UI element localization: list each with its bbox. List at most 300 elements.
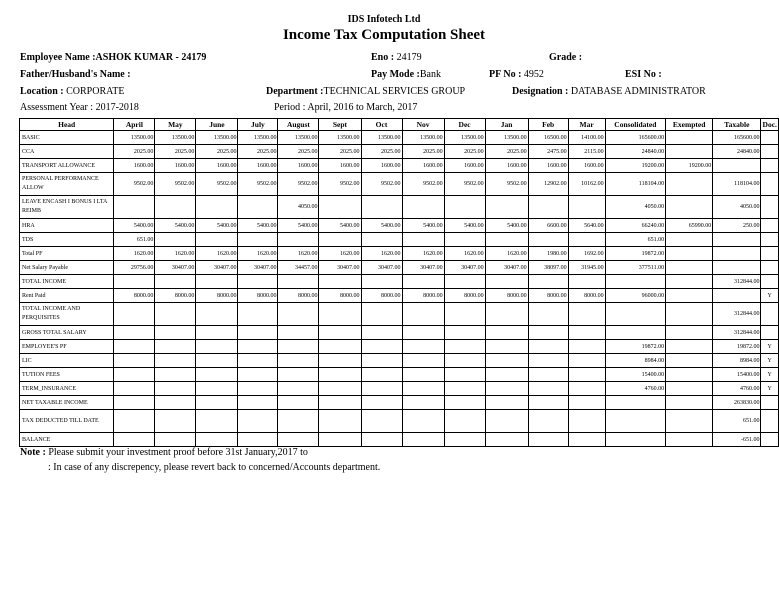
table-cell: 13500.00 bbox=[361, 131, 402, 145]
table-cell: 5640.00 bbox=[568, 219, 605, 233]
table-cell: 13500.00 bbox=[114, 131, 155, 145]
table-cell bbox=[528, 196, 568, 219]
column-header: Exempted bbox=[666, 119, 713, 131]
column-header: August bbox=[278, 119, 319, 131]
table-cell bbox=[114, 303, 155, 326]
table-cell: 2025.00 bbox=[155, 145, 196, 159]
department: Department :TECHNICAL SERVICES GROUP bbox=[266, 86, 466, 97]
table-cell: 1600.00 bbox=[361, 159, 402, 173]
table-cell: 165600.00 bbox=[713, 131, 761, 145]
table-cell bbox=[238, 382, 278, 396]
table-cell bbox=[568, 326, 605, 340]
table-cell bbox=[238, 410, 278, 433]
table-cell bbox=[485, 396, 528, 410]
table-cell: 24840.00 bbox=[713, 145, 761, 159]
table-cell bbox=[238, 196, 278, 219]
table-header-row bbox=[20, 119, 779, 131]
table-cell bbox=[761, 303, 779, 326]
column-header: Consolidated bbox=[605, 119, 666, 131]
table-cell bbox=[666, 410, 713, 433]
table-row bbox=[20, 159, 779, 173]
table-cell: 30407.00 bbox=[196, 261, 238, 275]
table-cell bbox=[666, 261, 713, 275]
row-head: LIC bbox=[20, 354, 114, 368]
table-cell bbox=[319, 368, 361, 382]
table-cell bbox=[568, 354, 605, 368]
table-cell bbox=[605, 303, 666, 326]
table-cell bbox=[361, 340, 402, 354]
table-cell: 5400.00 bbox=[402, 219, 444, 233]
row-head: Total PF bbox=[20, 247, 114, 261]
table-cell: 5400.00 bbox=[361, 219, 402, 233]
table-cell bbox=[761, 410, 779, 433]
table-cell bbox=[485, 368, 528, 382]
row-head: Net Salary Payable bbox=[20, 261, 114, 275]
table-cell: 5400.00 bbox=[444, 219, 485, 233]
table-row bbox=[20, 261, 779, 275]
table-cell bbox=[114, 368, 155, 382]
row-head: BASIC bbox=[20, 131, 114, 145]
table-cell bbox=[361, 354, 402, 368]
table-cell: 13500.00 bbox=[238, 131, 278, 145]
table-cell bbox=[114, 433, 155, 447]
table-cell bbox=[361, 382, 402, 396]
table-cell bbox=[713, 247, 761, 261]
table-cell: 30407.00 bbox=[319, 261, 361, 275]
table-cell bbox=[568, 196, 605, 219]
table-cell: 1600.00 bbox=[485, 159, 528, 173]
table-cell bbox=[319, 326, 361, 340]
table-cell bbox=[196, 433, 238, 447]
column-header: May bbox=[155, 119, 196, 131]
table-cell bbox=[278, 326, 319, 340]
table-cell bbox=[666, 247, 713, 261]
table-cell bbox=[155, 368, 196, 382]
table-cell bbox=[761, 433, 779, 447]
table-cell bbox=[155, 382, 196, 396]
table-cell bbox=[278, 354, 319, 368]
table-cell bbox=[155, 410, 196, 433]
table-cell bbox=[761, 326, 779, 340]
table-cell: 1600.00 bbox=[402, 159, 444, 173]
table-cell bbox=[761, 396, 779, 410]
table-cell: 1620.00 bbox=[238, 247, 278, 261]
table-cell bbox=[666, 131, 713, 145]
table-row bbox=[20, 289, 779, 303]
table-cell bbox=[568, 410, 605, 433]
table-cell bbox=[528, 340, 568, 354]
table-cell bbox=[666, 233, 713, 247]
table-cell: 1600.00 bbox=[155, 159, 196, 173]
table-cell bbox=[278, 396, 319, 410]
table-cell: 9502.00 bbox=[402, 173, 444, 196]
table-cell: 9502.00 bbox=[278, 173, 319, 196]
table-cell bbox=[361, 275, 402, 289]
table-row bbox=[20, 396, 779, 410]
table-cell: 15400.00 bbox=[713, 368, 761, 382]
table-cell bbox=[238, 340, 278, 354]
table-cell bbox=[114, 340, 155, 354]
table-cell: 5400.00 bbox=[114, 219, 155, 233]
table-cell bbox=[402, 303, 444, 326]
table-cell bbox=[568, 396, 605, 410]
row-head: TOTAL INCOME AND PERQUISITES bbox=[20, 303, 114, 326]
table-cell: 13500.00 bbox=[402, 131, 444, 145]
table-cell bbox=[361, 433, 402, 447]
table-row bbox=[20, 145, 779, 159]
table-cell: 30407.00 bbox=[155, 261, 196, 275]
table-cell: 8000.00 bbox=[361, 289, 402, 303]
table-cell bbox=[278, 233, 319, 247]
table-cell bbox=[278, 303, 319, 326]
table-cell: 1600.00 bbox=[238, 159, 278, 173]
table-cell bbox=[278, 340, 319, 354]
table-cell bbox=[666, 275, 713, 289]
table-cell bbox=[528, 233, 568, 247]
table-cell: 377511.00 bbox=[605, 261, 666, 275]
table-cell bbox=[155, 233, 196, 247]
table-cell: 165600.00 bbox=[605, 131, 666, 145]
table-cell: 8984.00 bbox=[605, 354, 666, 368]
table-cell bbox=[713, 159, 761, 173]
table-cell bbox=[361, 396, 402, 410]
table-cell bbox=[319, 410, 361, 433]
column-header: July bbox=[238, 119, 278, 131]
table-cell: 9502.00 bbox=[444, 173, 485, 196]
table-cell: 30407.00 bbox=[361, 261, 402, 275]
eno: Eno : 24179 bbox=[371, 52, 422, 63]
table-cell: 1620.00 bbox=[155, 247, 196, 261]
employee-name: Employee Name :ASHOK KUMAR - 24179 bbox=[20, 52, 207, 63]
table-cell: 4050.00 bbox=[278, 196, 319, 219]
column-header: Feb bbox=[528, 119, 568, 131]
table-cell bbox=[761, 173, 779, 196]
company-name: IDS Infotech Ltd bbox=[347, 14, 421, 25]
table-cell bbox=[114, 382, 155, 396]
table-cell bbox=[605, 396, 666, 410]
table-row bbox=[20, 382, 779, 396]
note-line-1: Note : Please submit your investment proof before 31st January,2017 to bbox=[20, 447, 308, 458]
table-row bbox=[20, 219, 779, 233]
table-cell: 13500.00 bbox=[196, 131, 238, 145]
table-cell: 1600.00 bbox=[278, 159, 319, 173]
table-cell: 8984.00 bbox=[713, 354, 761, 368]
table-cell bbox=[278, 368, 319, 382]
column-header: Oct bbox=[361, 119, 402, 131]
table-cell bbox=[196, 196, 238, 219]
table-cell bbox=[444, 303, 485, 326]
table-cell bbox=[568, 340, 605, 354]
table-cell: 19200.00 bbox=[666, 159, 713, 173]
table-cell: 651.00 bbox=[713, 410, 761, 433]
table-cell: 263830.00 bbox=[713, 396, 761, 410]
table-cell bbox=[485, 303, 528, 326]
table-cell bbox=[155, 326, 196, 340]
table-cell: 4760.00 bbox=[713, 382, 761, 396]
table-cell bbox=[761, 247, 779, 261]
table-cell: 24840.00 bbox=[605, 145, 666, 159]
table-cell bbox=[444, 396, 485, 410]
table-cell: 12902.00 bbox=[528, 173, 568, 196]
table-cell: 651.00 bbox=[114, 233, 155, 247]
table-cell bbox=[444, 433, 485, 447]
table-cell bbox=[319, 340, 361, 354]
table-cell: 4050.00 bbox=[605, 196, 666, 219]
table-cell bbox=[114, 196, 155, 219]
table-cell bbox=[402, 433, 444, 447]
esi-no: ESI No : bbox=[625, 69, 662, 80]
table-cell: 5400.00 bbox=[155, 219, 196, 233]
table-cell: 8000.00 bbox=[238, 289, 278, 303]
table-cell bbox=[238, 303, 278, 326]
table-cell bbox=[319, 303, 361, 326]
table-cell bbox=[528, 410, 568, 433]
table-cell: Y bbox=[761, 382, 779, 396]
table-cell: -651.00 bbox=[713, 433, 761, 447]
tax-computation-table bbox=[19, 118, 779, 447]
table-cell: 4760.00 bbox=[605, 382, 666, 396]
row-head: Rent Paid bbox=[20, 289, 114, 303]
table-cell bbox=[278, 382, 319, 396]
table-cell bbox=[278, 275, 319, 289]
table-cell bbox=[444, 196, 485, 219]
table-cell: 118104.00 bbox=[713, 173, 761, 196]
table-cell: 2025.00 bbox=[196, 145, 238, 159]
table-cell bbox=[761, 196, 779, 219]
table-cell: 1600.00 bbox=[528, 159, 568, 173]
table-cell bbox=[485, 275, 528, 289]
table-cell: 19872.00 bbox=[605, 340, 666, 354]
table-cell: 1620.00 bbox=[278, 247, 319, 261]
table-cell: 13500.00 bbox=[444, 131, 485, 145]
table-cell bbox=[114, 410, 155, 433]
table-cell: 1620.00 bbox=[114, 247, 155, 261]
table-cell: 250.00 bbox=[713, 219, 761, 233]
table-cell: 30407.00 bbox=[238, 261, 278, 275]
table-cell bbox=[528, 396, 568, 410]
row-head: GROSS TOTAL SALARY bbox=[20, 326, 114, 340]
table-cell bbox=[155, 396, 196, 410]
row-head: TOTAL INCOME bbox=[20, 275, 114, 289]
table-cell: 1620.00 bbox=[361, 247, 402, 261]
table-cell bbox=[444, 233, 485, 247]
table-cell: 2025.00 bbox=[361, 145, 402, 159]
table-cell: 8000.00 bbox=[196, 289, 238, 303]
table-cell bbox=[402, 275, 444, 289]
table-cell bbox=[485, 340, 528, 354]
location: Location : CORPORATE bbox=[20, 86, 125, 97]
table-cell: 8000.00 bbox=[444, 289, 485, 303]
table-cell: 5400.00 bbox=[196, 219, 238, 233]
table-cell: 312844.00 bbox=[713, 326, 761, 340]
row-head: TRANSPORT ALLOWANCE bbox=[20, 159, 114, 173]
table-cell: 1600.00 bbox=[114, 159, 155, 173]
table-cell: 19872.00 bbox=[713, 340, 761, 354]
table-cell bbox=[713, 289, 761, 303]
table-cell bbox=[568, 368, 605, 382]
table-cell bbox=[444, 275, 485, 289]
table-cell bbox=[666, 340, 713, 354]
table-cell: 1600.00 bbox=[444, 159, 485, 173]
table-cell bbox=[238, 396, 278, 410]
table-cell bbox=[155, 340, 196, 354]
table-cell bbox=[402, 233, 444, 247]
table-cell bbox=[402, 368, 444, 382]
table-cell bbox=[196, 303, 238, 326]
table-cell bbox=[402, 410, 444, 433]
column-header: Head bbox=[20, 119, 114, 131]
row-head: CCA bbox=[20, 145, 114, 159]
table-cell bbox=[196, 368, 238, 382]
table-cell: 8000.00 bbox=[155, 289, 196, 303]
table-cell: 6600.00 bbox=[528, 219, 568, 233]
table-cell bbox=[485, 433, 528, 447]
table-cell bbox=[114, 326, 155, 340]
table-cell: 5400.00 bbox=[485, 219, 528, 233]
table-cell: 10162.00 bbox=[568, 173, 605, 196]
table-cell bbox=[485, 354, 528, 368]
table-cell: 8000.00 bbox=[114, 289, 155, 303]
table-cell bbox=[444, 368, 485, 382]
table-cell bbox=[761, 219, 779, 233]
designation: Designation : DATABASE ADMINISTRATOR bbox=[512, 86, 706, 97]
table-cell bbox=[528, 354, 568, 368]
table-cell: 8000.00 bbox=[402, 289, 444, 303]
table-cell bbox=[713, 261, 761, 275]
column-header: April bbox=[114, 119, 155, 131]
table-cell bbox=[485, 233, 528, 247]
table-cell bbox=[319, 382, 361, 396]
table-cell bbox=[319, 233, 361, 247]
table-cell bbox=[485, 196, 528, 219]
pf-no: PF No : 4952 bbox=[489, 69, 544, 80]
table-cell bbox=[114, 354, 155, 368]
table-cell: 2475.00 bbox=[528, 145, 568, 159]
pay-mode: Pay Mode :Bank bbox=[371, 69, 441, 80]
table-cell bbox=[528, 275, 568, 289]
table-cell bbox=[402, 396, 444, 410]
table-cell bbox=[361, 326, 402, 340]
table-cell bbox=[761, 131, 779, 145]
column-header: June bbox=[196, 119, 238, 131]
table-cell bbox=[402, 326, 444, 340]
table-cell: 30407.00 bbox=[485, 261, 528, 275]
table-cell: 13500.00 bbox=[278, 131, 319, 145]
table-cell: 13500.00 bbox=[485, 131, 528, 145]
column-header: Jan bbox=[485, 119, 528, 131]
father-name: Father/Husband's Name : bbox=[20, 69, 131, 80]
table-cell bbox=[485, 410, 528, 433]
table-cell bbox=[238, 368, 278, 382]
table-cell: 9502.00 bbox=[319, 173, 361, 196]
table-cell: 1692.00 bbox=[568, 247, 605, 261]
table-row bbox=[20, 275, 779, 289]
table-cell bbox=[761, 261, 779, 275]
table-cell: 8000.00 bbox=[485, 289, 528, 303]
table-cell: 8000.00 bbox=[278, 289, 319, 303]
table-cell: 1620.00 bbox=[196, 247, 238, 261]
table-cell: 1600.00 bbox=[319, 159, 361, 173]
table-cell: 118104.00 bbox=[605, 173, 666, 196]
table-cell bbox=[402, 196, 444, 219]
table-cell bbox=[319, 396, 361, 410]
table-cell bbox=[361, 233, 402, 247]
table-row bbox=[20, 326, 779, 340]
table-cell bbox=[238, 326, 278, 340]
table-cell bbox=[319, 196, 361, 219]
table-cell bbox=[196, 275, 238, 289]
table-cell: 651.00 bbox=[605, 233, 666, 247]
table-cell: 4050.00 bbox=[713, 196, 761, 219]
table-cell bbox=[568, 233, 605, 247]
table-cell: Y bbox=[761, 340, 779, 354]
table-cell bbox=[278, 410, 319, 433]
table-cell: 2025.00 bbox=[278, 145, 319, 159]
table-cell bbox=[528, 368, 568, 382]
table-cell bbox=[761, 145, 779, 159]
table-cell: 19872.00 bbox=[605, 247, 666, 261]
table-cell: 2025.00 bbox=[238, 145, 278, 159]
table-row bbox=[20, 354, 779, 368]
table-cell: 2115.00 bbox=[568, 145, 605, 159]
table-cell bbox=[666, 289, 713, 303]
table-cell bbox=[238, 354, 278, 368]
table-cell: 38097.00 bbox=[528, 261, 568, 275]
table-cell: 1600.00 bbox=[196, 159, 238, 173]
table-cell bbox=[361, 196, 402, 219]
table-cell: 1620.00 bbox=[402, 247, 444, 261]
table-cell bbox=[666, 196, 713, 219]
table-row bbox=[20, 340, 779, 354]
table-cell bbox=[196, 340, 238, 354]
table-cell bbox=[761, 233, 779, 247]
table-cell bbox=[528, 433, 568, 447]
row-head: BALANCE bbox=[20, 433, 114, 447]
table-cell bbox=[666, 145, 713, 159]
table-cell: 5400.00 bbox=[278, 219, 319, 233]
table-cell bbox=[444, 340, 485, 354]
table-cell: 312844.00 bbox=[713, 303, 761, 326]
table-cell bbox=[485, 382, 528, 396]
table-cell bbox=[605, 433, 666, 447]
table-cell bbox=[196, 410, 238, 433]
table-cell bbox=[196, 382, 238, 396]
table-cell: 1620.00 bbox=[485, 247, 528, 261]
column-header: Sept bbox=[319, 119, 361, 131]
row-head: HRA bbox=[20, 219, 114, 233]
column-header: Mar bbox=[568, 119, 605, 131]
row-head: PERSONAL PERFORMANCE ALLOW bbox=[20, 173, 114, 196]
table-cell: 34457.00 bbox=[278, 261, 319, 275]
table-cell: 312844.00 bbox=[713, 275, 761, 289]
row-head: TDS bbox=[20, 233, 114, 247]
table-cell bbox=[361, 410, 402, 433]
table-cell bbox=[238, 433, 278, 447]
table-cell: 30407.00 bbox=[444, 261, 485, 275]
table-cell: 9502.00 bbox=[485, 173, 528, 196]
table-cell: 96000.00 bbox=[605, 289, 666, 303]
table-cell bbox=[666, 354, 713, 368]
table-cell bbox=[761, 275, 779, 289]
table-cell bbox=[196, 326, 238, 340]
table-cell: 2025.00 bbox=[319, 145, 361, 159]
table-cell: 30407.00 bbox=[402, 261, 444, 275]
table-cell bbox=[666, 303, 713, 326]
table-cell: 9502.00 bbox=[114, 173, 155, 196]
table-cell: 15400.00 bbox=[605, 368, 666, 382]
table-cell bbox=[444, 326, 485, 340]
table-cell bbox=[319, 275, 361, 289]
